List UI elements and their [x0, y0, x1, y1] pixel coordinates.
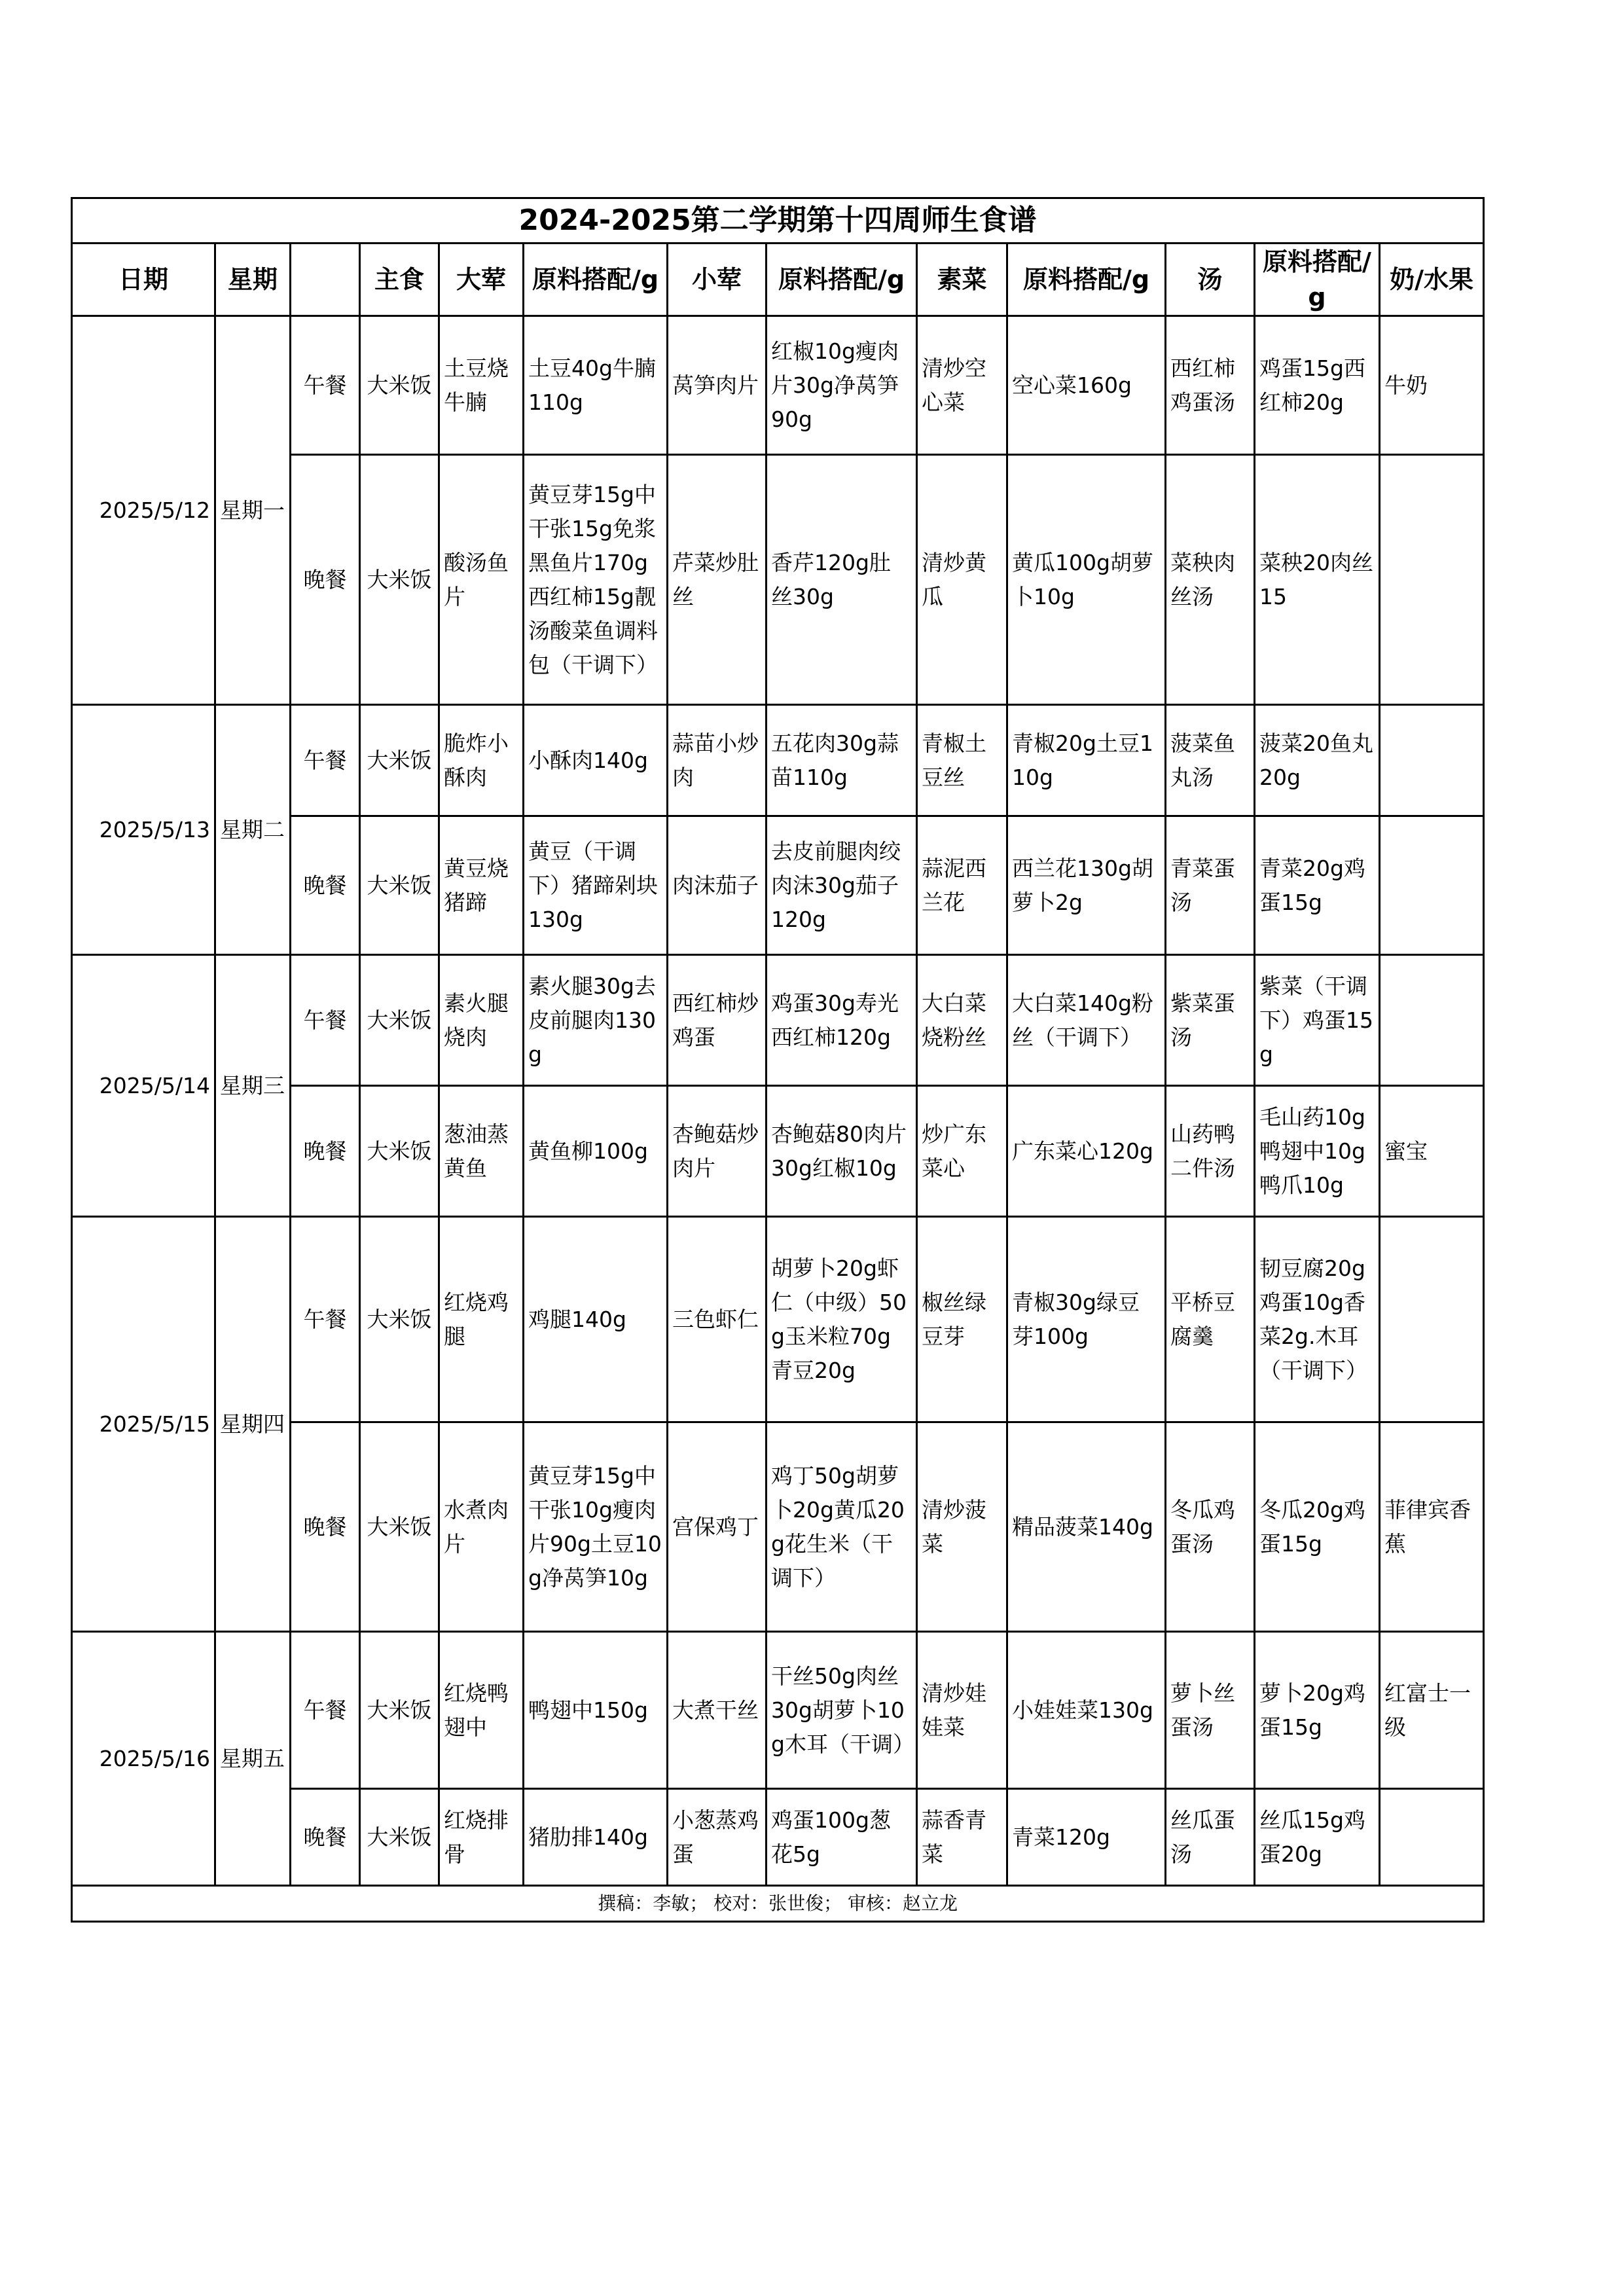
- header-main-dish: 大荤: [439, 244, 524, 316]
- side-dish-cell: 小葱蒸鸡蛋: [668, 1789, 767, 1886]
- milk-fruit-cell: 菲律宾香蕉: [1380, 1422, 1484, 1632]
- main-ingredients-cell: 黄鱼柳100g: [524, 1086, 668, 1217]
- vegetable-ingredients-cell: 西兰花130g胡萝卜2g: [1007, 816, 1166, 955]
- soup-cell: 西红柿鸡蛋汤: [1166, 316, 1255, 455]
- vegetable-ingredients-cell: 青椒30g绿豆芽100g: [1007, 1217, 1166, 1422]
- main-ingredients-cell: 黄豆芽15g中干张10g瘦肉片90g土豆10g净莴笋10g: [524, 1422, 668, 1632]
- header-milk-fruit: 奶/水果: [1380, 244, 1484, 316]
- vegetable-dish-cell: 蒜香青菜: [917, 1789, 1007, 1886]
- staple-food-cell: 大米饭: [360, 316, 439, 455]
- main-dish-cell: 水煮肉片: [439, 1422, 524, 1632]
- side-ingredients-cell: 去皮前腿肉绞肉沫30g茄子120g: [767, 816, 917, 955]
- header-weekday: 星期: [215, 244, 291, 316]
- soup-ingredients-cell: 毛山药10g鸭翅中10g鸭爪10g: [1255, 1086, 1380, 1217]
- soup-cell: 萝卜丝蛋汤: [1166, 1632, 1255, 1789]
- vegetable-dish-cell: 蒜泥西兰花: [917, 816, 1007, 955]
- staple-food-cell: 大米饭: [360, 1632, 439, 1789]
- milk-fruit-cell: [1380, 816, 1484, 955]
- staple-food-cell: 大米饭: [360, 1789, 439, 1886]
- soup-ingredients-cell: 菠菜20鱼丸20g: [1255, 705, 1380, 816]
- milk-fruit-cell: [1380, 705, 1484, 816]
- weekday-cell: 星期四: [215, 1217, 291, 1632]
- staple-food-cell: 大米饭: [360, 1086, 439, 1217]
- side-dish-cell: 西红柿炒鸡蛋: [668, 955, 767, 1086]
- soup-cell: 菜秧肉丝汤: [1166, 455, 1255, 705]
- menu-row: [72, 1632, 1484, 1789]
- date-cell: 2025/5/12: [72, 316, 215, 705]
- header-soup-ingredients: 原料搭配/g: [1255, 244, 1380, 316]
- side-ingredients-cell: 鸡丁50g胡萝卜20g黄瓜20g花生米（干调下）: [767, 1422, 917, 1632]
- meal-label-cell: 晚餐: [291, 1422, 360, 1632]
- milk-fruit-cell: 牛奶: [1380, 316, 1484, 455]
- main-ingredients-cell: 小酥肉140g: [524, 705, 668, 816]
- soup-ingredients-cell: 冬瓜20g鸡蛋15g: [1255, 1422, 1380, 1632]
- menu-table: [71, 197, 1485, 1923]
- header-date: 日期: [72, 244, 215, 316]
- vegetable-dish-cell: 清炒黄瓜: [917, 455, 1007, 705]
- vegetable-dish-cell: 炒广东菜心: [917, 1086, 1007, 1217]
- vegetable-ingredients-cell: 大白菜140g粉丝（干调下）: [1007, 955, 1166, 1086]
- soup-cell: 冬瓜鸡蛋汤: [1166, 1422, 1255, 1632]
- side-ingredients-cell: 五花肉30g蒜苗110g: [767, 705, 917, 816]
- staple-food-cell: 大米饭: [360, 455, 439, 705]
- staple-food-cell: 大米饭: [360, 955, 439, 1086]
- header-staple: 主食: [360, 244, 439, 316]
- milk-fruit-cell: 蜜宝: [1380, 1086, 1484, 1217]
- weekday-cell: 星期三: [215, 955, 291, 1217]
- vegetable-dish-cell: 清炒空心菜: [917, 316, 1007, 455]
- main-dish-cell: 素火腿烧肉: [439, 955, 524, 1086]
- main-dish-cell: 酸汤鱼片: [439, 455, 524, 705]
- side-dish-cell: 杏鲍菇炒肉片: [668, 1086, 767, 1217]
- soup-cell: 山药鸭二件汤: [1166, 1086, 1255, 1217]
- staple-food-cell: 大米饭: [360, 816, 439, 955]
- main-dish-cell: 脆炸小酥肉: [439, 705, 524, 816]
- soup-ingredients-cell: 鸡蛋15g西红柿20g: [1255, 316, 1380, 455]
- vegetable-ingredients-cell: 精品菠菜140g: [1007, 1422, 1166, 1632]
- main-ingredients-cell: 鸭翅中150g: [524, 1632, 668, 1789]
- date-cell: 2025/5/15: [72, 1217, 215, 1632]
- vegetable-ingredients-cell: 青菜120g: [1007, 1789, 1166, 1886]
- side-ingredients-cell: 鸡蛋30g寿光西红柿120g: [767, 955, 917, 1086]
- side-ingredients-cell: 干丝50g肉丝30g胡萝卜10g木耳（干调）: [767, 1632, 917, 1789]
- side-dish-cell: 宫保鸡丁: [668, 1422, 767, 1632]
- vegetable-dish-cell: 清炒菠菜: [917, 1422, 1007, 1632]
- menu-row: [72, 1217, 1484, 1422]
- date-cell: 2025/5/16: [72, 1632, 215, 1886]
- soup-cell: 丝瓜蛋汤: [1166, 1789, 1255, 1886]
- soup-ingredients-cell: 萝卜20g鸡蛋15g: [1255, 1632, 1380, 1789]
- meal-label-cell: 晚餐: [291, 1789, 360, 1886]
- header-side-dish: 小荤: [668, 244, 767, 316]
- side-dish-cell: 肉沫茄子: [668, 816, 767, 955]
- side-dish-cell: 三色虾仁: [668, 1217, 767, 1422]
- milk-fruit-cell: [1380, 1217, 1484, 1422]
- main-dish-cell: 黄豆烧猪蹄: [439, 816, 524, 955]
- side-dish-cell: 大煮干丝: [668, 1632, 767, 1789]
- header-meal: [291, 244, 360, 316]
- menu-row: [72, 705, 1484, 816]
- side-ingredients-cell: 红椒10g瘦肉片30g净莴笋90g: [767, 316, 917, 455]
- meal-label-cell: 晚餐: [291, 1086, 360, 1217]
- soup-ingredients-cell: 丝瓜15g鸡蛋20g: [1255, 1789, 1380, 1886]
- meal-label-cell: 晚餐: [291, 455, 360, 705]
- main-ingredients-cell: 素火腿30g去皮前腿肉130g: [524, 955, 668, 1086]
- meal-label-cell: 午餐: [291, 705, 360, 816]
- staple-food-cell: 大米饭: [360, 1422, 439, 1632]
- vegetable-ingredients-cell: 青椒20g土豆110g: [1007, 705, 1166, 816]
- side-ingredients-cell: 香芹120g肚丝30g: [767, 455, 917, 705]
- meal-label-cell: 午餐: [291, 1217, 360, 1422]
- main-ingredients-cell: 猪肋排140g: [524, 1789, 668, 1886]
- main-ingredients-cell: 黄豆（干调下）猪蹄剁块130g: [524, 816, 668, 955]
- staple-food-cell: 大米饭: [360, 705, 439, 816]
- menu-row: [72, 316, 1484, 455]
- header-vegetable: 素菜: [917, 244, 1007, 316]
- weekday-cell: 星期五: [215, 1632, 291, 1886]
- milk-fruit-cell: [1380, 955, 1484, 1086]
- main-dish-cell: 红烧排骨: [439, 1789, 524, 1886]
- vegetable-dish-cell: 青椒土豆丝: [917, 705, 1007, 816]
- vegetable-ingredients-cell: 黄瓜100g胡萝卜10g: [1007, 455, 1166, 705]
- soup-cell: 紫菜蛋汤: [1166, 955, 1255, 1086]
- main-dish-cell: 土豆烧牛腩: [439, 316, 524, 455]
- meal-label-cell: 晚餐: [291, 816, 360, 955]
- header-row: [72, 244, 1484, 316]
- weekday-cell: 星期二: [215, 705, 291, 955]
- soup-ingredients-cell: 青菜20g鸡蛋15g: [1255, 816, 1380, 955]
- date-cell: 2025/5/13: [72, 705, 215, 955]
- footer-credits: 撰稿：李敏； 校对：张世俊； 审核：赵立龙: [72, 1886, 1484, 1922]
- side-ingredients-cell: 鸡蛋100g葱花5g: [767, 1789, 917, 1886]
- milk-fruit-cell: 红富士一级: [1380, 1632, 1484, 1789]
- side-ingredients-cell: 杏鲍菇80肉片30g红椒10g: [767, 1086, 917, 1217]
- meal-label-cell: 午餐: [291, 316, 360, 455]
- main-dish-cell: 红烧鸭翅中: [439, 1632, 524, 1789]
- main-dish-cell: 红烧鸡腿: [439, 1217, 524, 1422]
- vegetable-ingredients-cell: 空心菜160g: [1007, 316, 1166, 455]
- header-side-ingredients: 原料搭配/g: [767, 244, 917, 316]
- header-soup: 汤: [1166, 244, 1255, 316]
- main-dish-cell: 葱油蒸黄鱼: [439, 1086, 524, 1217]
- milk-fruit-cell: [1380, 455, 1484, 705]
- soup-ingredients-cell: 韧豆腐20g鸡蛋10g香菜2g.木耳（干调下）: [1255, 1217, 1380, 1422]
- side-dish-cell: 莴笋肉片: [668, 316, 767, 455]
- side-dish-cell: 芹菜炒肚丝: [668, 455, 767, 705]
- staple-food-cell: 大米饭: [360, 1217, 439, 1422]
- header-main-ingredients: 原料搭配/g: [524, 244, 668, 316]
- meal-label-cell: 午餐: [291, 1632, 360, 1789]
- vegetable-dish-cell: 大白菜烧粉丝: [917, 955, 1007, 1086]
- vegetable-dish-cell: 清炒娃娃菜: [917, 1632, 1007, 1789]
- milk-fruit-cell: [1380, 1789, 1484, 1886]
- vegetable-ingredients-cell: 广东菜心120g: [1007, 1086, 1166, 1217]
- header-vegetable-ingredients: 原料搭配/g: [1007, 244, 1166, 316]
- weekday-cell: 星期一: [215, 316, 291, 705]
- soup-ingredients-cell: 菜秧20肉丝15: [1255, 455, 1380, 705]
- vegetable-ingredients-cell: 小娃娃菜130g: [1007, 1632, 1166, 1789]
- vegetable-dish-cell: 椒丝绿豆芽: [917, 1217, 1007, 1422]
- soup-cell: 菠菜鱼丸汤: [1166, 705, 1255, 816]
- menu-row: [72, 955, 1484, 1086]
- side-dish-cell: 蒜苗小炒肉: [668, 705, 767, 816]
- soup-cell: 平桥豆腐羹: [1166, 1217, 1255, 1422]
- main-ingredients-cell: 鸡腿140g: [524, 1217, 668, 1422]
- page-title: 2024-2025第二学期第十四周师生食谱: [72, 198, 1484, 244]
- side-ingredients-cell: 胡萝卜20g虾仁（中级）50g玉米粒70g青豆20g: [767, 1217, 917, 1422]
- soup-ingredients-cell: 紫菜（干调下）鸡蛋15g: [1255, 955, 1380, 1086]
- main-ingredients-cell: 黄豆芽15g中干张15g免浆黑鱼片170g西红柿15g靓汤酸菜鱼调料包（干调下）: [524, 455, 668, 705]
- main-ingredients-cell: 土豆40g牛腩110g: [524, 316, 668, 455]
- date-cell: 2025/5/14: [72, 955, 215, 1217]
- meal-label-cell: 午餐: [291, 955, 360, 1086]
- soup-cell: 青菜蛋汤: [1166, 816, 1255, 955]
